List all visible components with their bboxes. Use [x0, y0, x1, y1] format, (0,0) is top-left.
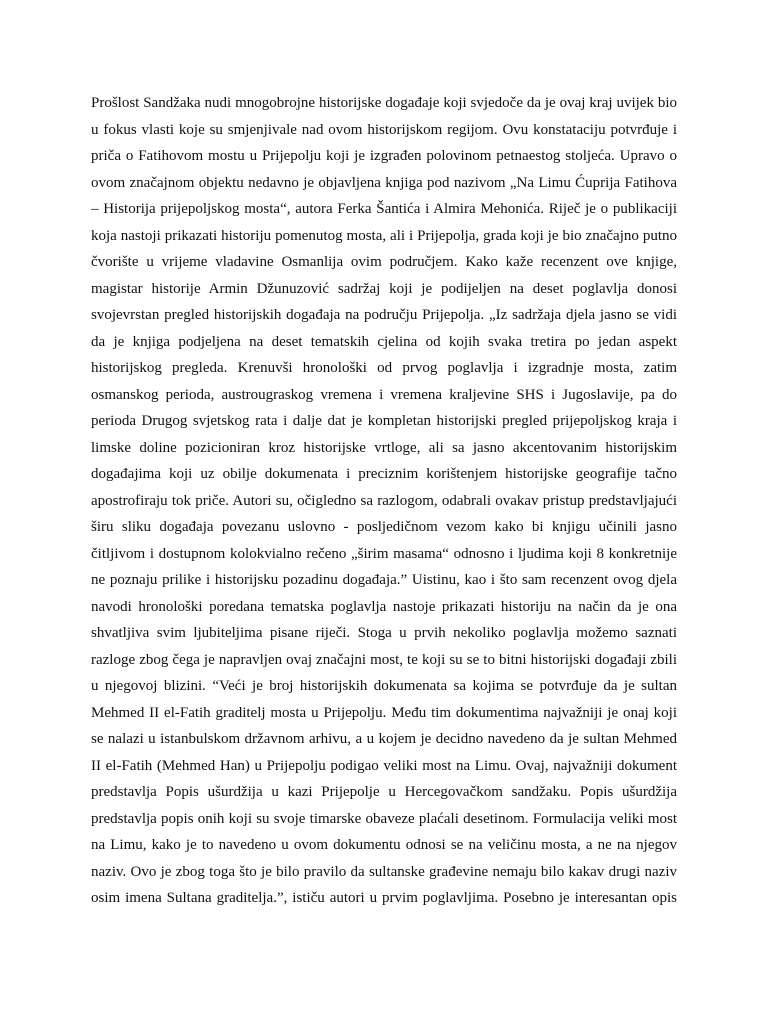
text-line: apostrofiraju tok priče. Autori su, očigledno sa razlogom, odabrali ovakav pristup predstavljajući — [91, 492, 677, 509]
text-line: predstavlja popis onih koji su svoje timarske obaveze plaćali desetinom. Formulacija veliki most — [91, 810, 677, 827]
text-line: čitljivom i dostupnom kolokvialno rečeno „širim masama“ odnosno i ljudima koji 8 konkretnije — [91, 545, 677, 562]
text-line: naziv. Ovo je zbog toga što je bilo pravilo da sultanske građevine nemaju bilo kakav drugi naziv — [91, 863, 677, 880]
text-line: se nalazi u istanbulskom državnom arhivu, a u kojem je decidno navedeno da je sultan Mehmed — [91, 731, 677, 747]
text-line: limske doline pozicioniran kroz historijske vrtloge, ali sa jasno akcentovanim historijskim — [91, 439, 677, 456]
text-line: u njegovoj blizini. “Veći je broj historijskih dokumenata sa kojima se potvrđuje da je sultan — [91, 678, 677, 694]
text-line: – Historija prijepoljskog mosta“, autora Ferka Šantića i Almira Mehonića. Riječ je o publikaciji — [91, 201, 677, 217]
text-line: da je knjiga podjeljena na deset tematskih cjelina od kojih svaka tretira po jedan aspekt — [91, 333, 677, 350]
text-line: širu sliku događaja povezanu uslovno - posljedičnom vezom kako bi knjigu učinili jasno — [91, 519, 677, 535]
text-line: historijskog pregleda. Krenuvši hronološki od prvog poglavlja i izgradnje mosta, zatim — [91, 360, 677, 376]
text-line: magistar historije Armin Džunuzović sadržaj koji je podijeljen na deset poglavlja donosi — [91, 280, 677, 297]
text-line: osim imena Sultana graditelja.”, ističu autori u prvim poglavljima. Posebno je interesantan opis — [91, 890, 677, 906]
text-line: u fokus vlasti koje su smjenjivale nad ovom historijskom regijom. Ovu konstataciju potvrđuje i — [91, 121, 677, 138]
text-line: Prošlost Sandžaka nudi mnogobrojne historijske događaje koji svjedoče da je ovaj kraj uvijek bio — [91, 95, 677, 111]
text-line: na Limu, kako je to navedeno u ovom dokumentu odnosi se na veličinu mosta, a ne na njegov — [91, 837, 677, 853]
text-line: perioda Drugog svjetskog rata i dalje dat je kompletan historijski pregled prijepoljskog kraja i — [91, 413, 677, 429]
body-paragraph — [91, 90, 677, 912]
text-line: shvatljiva svim ljubiteljima pisane riječi. Stoga u prvih nekoliko poglavlja možemo saznati — [91, 625, 677, 641]
text-line: koja nastoji prikazati historiju pomenutog mosta, ali i Prijepolja, grada koji je bio značajno putno — [91, 227, 677, 244]
text-line: predstavlja Popis ušurdžija u kazi Prijepolje u Hercegovačkom sandžaku. Popis ušurdžija — [91, 784, 677, 800]
text-line: svojevrstan pregled historijskih događaja na području Prijepolja. „Iz sadržaja djela jasno se vidi — [91, 307, 677, 323]
text-line: čvorište u vrijeme vladavine Osmanlija ovim područjem. Kako kaže recenzent ove knjige, — [91, 254, 677, 270]
text-line: razloge zbog čega je napravljen ovaj značajni most, te koji su se to bitni historijski događaji zbili — [91, 651, 677, 668]
text-line: Mehmed II el-Fatih graditelj mosta u Prijepolju. Među tim dokumentima najvažniji je onaj koji — [91, 704, 677, 721]
text-line: priča o Fatihovom mostu u Prijepolju koji je izgrađen polovinom petnaestog stoljeća. Upravo o — [91, 148, 677, 164]
text-line: II el-Fatih (Mehmed Han) u Prijepolju podigao veliki most na Limu. Ovaj, najvažniji dokument — [91, 757, 677, 774]
text-line: osmanskog perioda, austrougraskog vremena i vremena kraljevine SHS i Jugoslavije, pa do — [91, 386, 677, 403]
text-line: ovom značajnom objektu nedavno je objavljena knjiga pod nazivom „Na Limu Ćuprija Fatihova — [91, 174, 677, 191]
text-line: događajima koji uz obilje dokumenata i preciznim korištenjem historijske geografije tačno — [91, 466, 677, 482]
text-line: navodi hronološki poredana tematska poglavlja nastoje prikazati historiju na način da je ona — [91, 598, 677, 615]
text-line: ne poznaju prilike i historijsku pozadinu događaja.” Uistinu, kao i što sam recenzent ovog djela — [91, 572, 677, 588]
